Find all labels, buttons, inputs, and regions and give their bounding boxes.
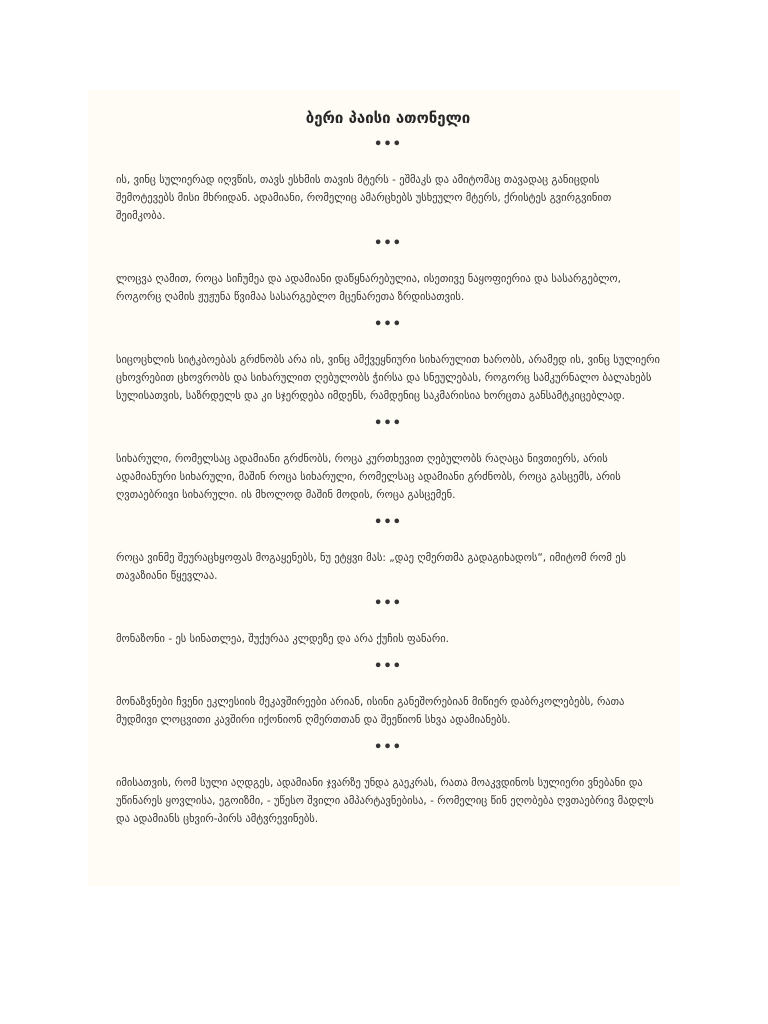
paragraph: სიცოცხლის სიტკბოებას გრძნობს არა ის, ვინც ამქვეყნიური სიხარულით ხარობს, არამედ ის, ვინც სულიერი ცხოვრებით ცხოვრობს და სიხარულით ღებულობს ჭირსა და სნეულებას, როგორც სამკურნალო ბალახებს სულისათვის, საზრდელს და კი სჯერდება იმდენს, რამდენიც საკმარისია ხორცთა განსამტკიცებლად.: [116, 354, 660, 402]
separator: •••: [374, 740, 402, 755]
paragraph: სიხარული, რომელსაც ადამიანი გრძნობს, როცა კურთხევით ღებულობს რაღაცა ნივთიერს, არის ადამიანური სიხარული, მაშინ როცა სიხარული, რომელსაც ადამიანი გრძნობს, როცა გასცემს, არის ღვთაებრივი სიხარული. ის მხოლოდ მაშინ მოდის, როცა გასცემენ.: [116, 453, 621, 501]
paragraph: მონაზვნები ჩვენი ეკლესიის მეკავშირეები არიან, ისინი განეშორებიან მიწიერ დაბრკოლებებს, რათა მუდმივი ლოცვითი კავშირი იქონიონ ღმერთთან და შეეწიონ სხვა ადამიანებს.: [116, 696, 625, 726]
paragraph: ლოცვა ღამით, როცა სიჩუმეა და ადამიანი დაწყნარებულია, ისეთივე ნაყოფიერია და სასარგებლო, როგორც ღამის ჟუჟუნა წვიმაა სასარგებლო მცენარეთა ზრდისათვის.: [116, 273, 622, 303]
paragraph: ის, ვინც სულიერად იღვწის, თავს ესხმის თავის მტერს - ეშმაკს და ამიტომაც თავადაც განიცდის შემოტევებს მისი მხრიდან. ადამიანი, რომელიც ამარცხებს უსხეულო მტერს, ქრისტეს გვირგვინით შეიმკობა.: [116, 174, 612, 222]
separator: •••: [374, 416, 402, 431]
separator: •••: [374, 515, 402, 530]
separator: •••: [374, 317, 402, 332]
page-title: ბერი პაისი ათონელი: [305, 109, 471, 127]
separator: •••: [374, 236, 402, 251]
separator: •••: [374, 596, 402, 611]
paragraph: იმისათვის, რომ სული აღდგეს, ადამიანი ჯვარზე უნდა გაეკრას, რათა მოაკვდინოს სულიერი ვნებანი და უწინარეს ყოვლისა, ეგოიზმი, - უწესო შვილი ამპარტავნებისა, - რომელიც წინ ეღობება ღვთაებრივ მადლს და ადამიანს ცხვირ-პირს ამტვრევინებს.: [116, 777, 654, 825]
document-page: [88, 90, 680, 886]
separator: •••: [374, 659, 402, 674]
separator: •••: [374, 137, 402, 152]
paragraph: მონაზონი - ეს სინათლეა, შუქურაა კლდეზე და არა ქუჩის ფანარი.: [116, 633, 449, 645]
paragraph: როცა ვინმე შეურაცხყოფას მოგაყენებს, ნუ ეტყვი მას: „დაე ღმერთმა გადაგიხადოს“, იმიტომ რომ ეს თავაზიანი წყევლაა.: [116, 552, 627, 582]
